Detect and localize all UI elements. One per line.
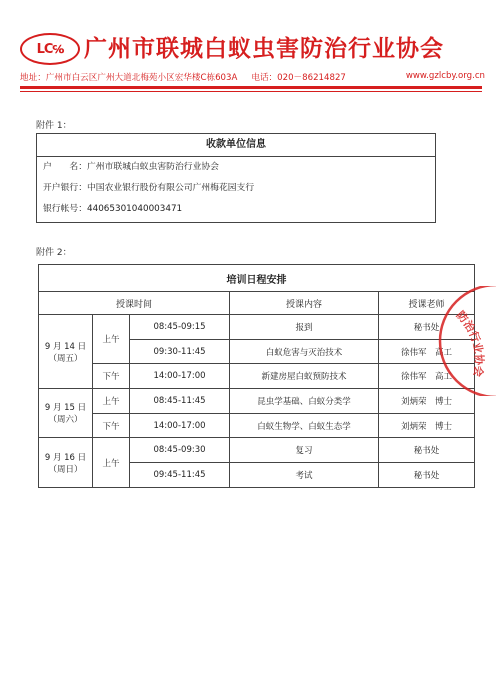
- session-content: 白蚁危害与灭治技术: [230, 339, 379, 364]
- col-header-content: 授课内容: [230, 292, 379, 315]
- schedule-table: [38, 264, 475, 488]
- payee-bank-value: 中国农业银行股份有限公司广州梅花园支行: [87, 183, 255, 193]
- table-row: [39, 413, 475, 438]
- day-cell: [39, 438, 93, 487]
- day-date: 9 月 16 日: [44, 452, 87, 463]
- table-row: [39, 389, 475, 414]
- session-teacher: 秘书处: [379, 463, 475, 488]
- table-row: [39, 364, 475, 389]
- payee-name-label: 户 名：: [43, 162, 87, 172]
- contact-line: [20, 71, 485, 83]
- period-cell: 下午: [93, 364, 130, 389]
- seal-text: 防治行业协会: [453, 308, 486, 378]
- session-content: 昆虫学基础、白蚁分类学: [230, 389, 379, 414]
- session-time: 08:45-11:45: [130, 389, 230, 414]
- table-row: [39, 438, 475, 463]
- payee-row-name: [37, 157, 435, 178]
- payee-row-bank: [37, 178, 435, 199]
- logo-text: LC: [36, 41, 53, 57]
- schedule-title: 培训日程安排: [39, 265, 475, 292]
- payee-info-title: 收款单位信息: [37, 134, 435, 157]
- session-teacher: 刘炳荣 博士: [379, 413, 475, 438]
- day-cell: [39, 315, 93, 389]
- col-header-time: 授课时间: [39, 292, 230, 315]
- attachment1-label: 附件 1：: [36, 121, 72, 131]
- session-time: 14:00-17:00: [130, 364, 230, 389]
- phone-text: 电话：020－86214827: [251, 73, 346, 83]
- session-teacher: 徐伟军 高工: [379, 364, 475, 389]
- org-title: 广州市联城白蚁虫害防治行业协会: [84, 36, 444, 62]
- session-teacher: 刘炳荣 博士: [379, 389, 475, 414]
- day-weekday: （周五）: [48, 353, 83, 364]
- period-cell: 上午: [93, 315, 130, 364]
- day-cell: [39, 389, 93, 438]
- day-date: 9 月 15 日: [44, 403, 87, 414]
- payee-account-label: 银行帐号：: [43, 204, 87, 214]
- payee-row-account: [37, 199, 435, 220]
- session-time: 08:45-09:15: [130, 315, 230, 340]
- attachment2-label: 附件 2：: [36, 248, 72, 258]
- period-cell: 上午: [93, 438, 130, 487]
- session-content: 考试: [230, 463, 379, 488]
- payee-account-value: 44065301040003471: [87, 204, 183, 214]
- period-cell: 上午: [93, 389, 130, 414]
- payee-name-value: 广州市联城白蚁虫害防治行业协会: [87, 162, 219, 172]
- payee-info-box: [36, 133, 436, 223]
- session-teacher: 秘书处: [379, 315, 475, 340]
- day-weekday: （周日）: [48, 464, 83, 475]
- session-time: 09:45-11:45: [130, 463, 230, 488]
- day-weekday: （周六）: [48, 415, 83, 426]
- session-content: 复习: [230, 438, 379, 463]
- website-link[interactable]: www.gzlcby.org.cn: [405, 71, 485, 81]
- session-content: 报到: [230, 315, 379, 340]
- session-time: 09:30-11:45: [130, 339, 230, 364]
- session-teacher: 徐伟军 高工: [379, 339, 475, 364]
- header-divider: [20, 86, 482, 89]
- session-content: 白蚁生物学、白蚁生态学: [230, 413, 379, 438]
- period-cell: 下午: [93, 413, 130, 438]
- header-divider-thin: [20, 91, 482, 92]
- col-header-teacher: 授课老师: [379, 292, 475, 315]
- org-logo: LC ℅: [20, 33, 80, 65]
- session-content: 新建房屋白蚁预防技术: [230, 364, 379, 389]
- table-row: [39, 315, 475, 340]
- day-date: 9 月 14 日: [44, 341, 87, 352]
- session-teacher: 秘书处: [379, 438, 475, 463]
- session-time: 14:00-17:00: [130, 413, 230, 438]
- address-text: 地址：广州市白云区广州大道北梅苑小区宏华楼C栋603A: [20, 73, 238, 83]
- payee-bank-label: 开户银行：: [43, 183, 87, 193]
- session-time: 08:45-09:30: [130, 438, 230, 463]
